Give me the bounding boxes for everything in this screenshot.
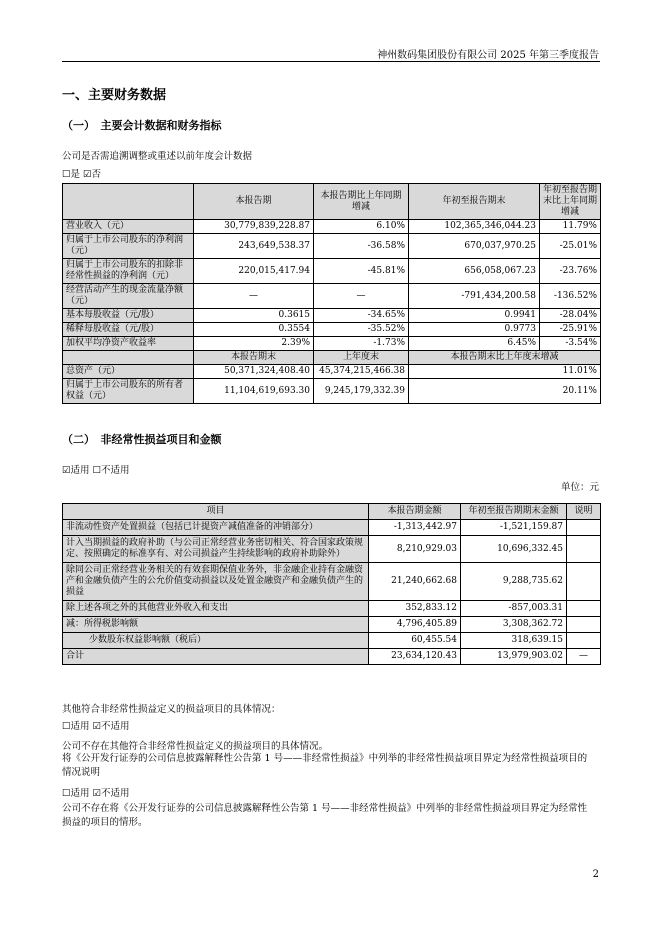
table-row [63,536,601,563]
cell-value: -35.52% [314,323,409,337]
row-label: 基本每股收益（元/股） [63,309,194,323]
cell-value: -1,313,442.97 [369,520,461,536]
retro-question: 公司是否需追溯调整或重述以前年度会计数据 [62,151,253,162]
t2-header-cell: 本报告期金额 [369,504,461,520]
applicable-options-1: ☑适用 ☐不适用 [62,465,130,476]
applicable-options-2: ☐适用 ☑不适用 [62,721,130,732]
t1-header2-cell: 本报告期末 [194,351,314,365]
cell-value: -36.58% [314,234,409,259]
cell-value: 11,104,619,693.30 [194,379,314,404]
cell-value: 352,833.12 [369,601,461,617]
row-label: 减：所得税影响额 [63,617,369,633]
table-row [63,220,601,234]
cell-value: 0.3554 [194,323,314,337]
row-label: 总资产（元） [63,365,194,379]
cell-value: 21,240,662.68 [369,563,461,601]
cell-value: 220,015,417.94 [194,259,314,284]
table-row [63,259,601,284]
row-label: 归属于上市公司股东的所有者权益（元） [63,379,194,404]
table-row [63,284,601,309]
non-recurring-items-table [62,503,601,665]
cell-value: 30,779,839,228.87 [194,220,314,234]
table-row [63,649,601,665]
row-label: 少数股东权益影响额（税后） [63,633,369,649]
table-row [63,234,601,259]
cell-value [567,563,601,601]
row-label: 除同公司正常经营业务相关的有效套期保值业务外，非金融企业持有金融资产和金融负债产生的公允价值变动损益以及处置金融资产和金融负债产生的损益 [63,563,369,601]
cell-value: 50,371,324,408.40 [194,365,314,379]
t1-header2-cell: 本报告期末比上年度末增减 [409,351,601,365]
cell-value: — [194,284,314,309]
cell-value [567,617,601,633]
table-row [63,520,601,536]
table-row [63,617,601,633]
cell-value: -1.73% [314,337,409,351]
row-label: 营业收入（元） [63,220,194,234]
table-row [63,601,601,617]
row-label: 归属于上市公司股东的净利润（元） [63,234,194,259]
cell-value: 6.10% [314,220,409,234]
cell-value: 13,979,903.02 [461,649,567,665]
cell-value: -25.01% [540,234,601,259]
cell-value: -25.91% [540,323,601,337]
explanation-text: 将《公开发行证券的公司信息披露解释性公告第 1 号——非经常性损益》中列举的非经常性损益项目界定为经常性损益项目的情况说明 [62,753,588,778]
final-statement: 公司不存在将《公开发行证券的公司信息披露解释性公告第 1 号——非经常性损益》中列举的非经常性损益项目界定为经常性损益的项目的情形。 [62,803,588,828]
row-label: 合计 [63,649,369,665]
row-label: 稀释每股收益（元/股） [63,323,194,337]
cell-value: -857,003.31 [461,601,567,617]
cell-value: 45,374,215,466.38 [314,365,409,379]
cell-value: -3.54% [540,337,601,351]
financial-indicators-table [62,183,601,404]
cell-value: 6.45% [409,337,540,351]
cell-value: -28.04% [540,309,601,323]
cell-value: 10,696,332.45 [461,536,567,563]
t1-header-cell: 年初至报告期末比上年同期增减 [540,184,601,220]
cell-value: 102,365,346,044.23 [409,220,540,234]
page-header: 神州数码集团股份有限公司 2025 年第三季度报告 [377,50,599,61]
cell-value: — [314,284,409,309]
cell-value: 9,288,735.62 [461,563,567,601]
t2-header-cell: 年初至报告期期末金额 [461,504,567,520]
cell-value [567,601,601,617]
cell-value: 4,796,405.89 [369,617,461,633]
table-row [63,633,601,649]
cell-value: 243,649,538.37 [194,234,314,259]
table-row [63,379,601,404]
table-row [63,323,601,337]
cell-value: 23,634,120.43 [369,649,461,665]
retro-options: ☐是 ☑否 [62,169,102,180]
cell-value: 0.9941 [409,309,540,323]
row-label: 加权平均净资产收益率 [63,337,194,351]
page-number: 2 [592,869,599,880]
unit-label: 单位：元 [560,482,599,493]
cell-value: -23.76% [540,259,601,284]
cell-value [567,633,601,649]
row-label: 归属于上市公司股东的扣除非经常性损益的净利润（元） [63,259,194,284]
row-label: 非流动性资产处置损益（包括已计提资产减值准备的冲销部分） [63,520,369,536]
table-row [63,365,601,379]
t1-header2-cell: 上年度末 [314,351,409,365]
cell-value: 60,455.54 [369,633,461,649]
cell-value: 11.79% [540,220,601,234]
table-row [63,337,601,351]
cell-value: 20.11% [409,379,601,404]
cell-value: 11.01% [409,365,601,379]
cell-value: — [567,649,601,665]
row-label: 经营活动产生的现金流量净额（元） [63,284,194,309]
cell-value: 656,058,067.23 [409,259,540,284]
cell-value: -136.52% [540,284,601,309]
cell-value: 670,037,970.25 [409,234,540,259]
cell-value: 0.9773 [409,323,540,337]
cell-value: -791,434,200.58 [409,284,540,309]
table-row [63,309,601,323]
t1-header-cell [63,184,194,220]
subsection-title-1: （一） 主要会计数据和财务指标 [62,119,222,132]
row-label: 除上述各项之外的其他营业外收入和支出 [63,601,369,617]
cell-value: 8,210,929.03 [369,536,461,563]
t2-header-cell: 说明 [567,504,601,520]
t1-header-cell: 年初至报告期末 [409,184,540,220]
t1-header2-cell [63,351,194,365]
section-title: 一、主要财务数据 [62,88,167,103]
cell-value [567,520,601,536]
cell-value: 3,308,362.72 [461,617,567,633]
other-items-text: 其他符合非经常性损益定义的损益项目的具体情况： [62,704,281,715]
row-label: 计入当期损益的政府补助（与公司正常经营业务密切相关、符合国家政策规定、按照确定的标准享有、对公司损益产生持续影响的政府补助除外） [63,536,369,563]
t2-header-cell: 项目 [63,504,369,520]
cell-value [567,536,601,563]
cell-value: 2.39% [194,337,314,351]
subsection-title-2: （二） 非经常性损益项目和金额 [62,433,222,446]
cell-value: 318,639.15 [461,633,567,649]
applicable-options-3: ☐适用 ☑不适用 [62,788,130,799]
t1-header-cell: 本报告期 [194,184,314,220]
t1-header-cell: 本报告期比上年同期增减 [314,184,409,220]
no-other-items-text: 公司不存在其他符合非经常性损益定义的损益项目的具体情况。 [62,741,329,752]
cell-value: 9,245,179,332.39 [314,379,409,404]
cell-value: 0.3615 [194,309,314,323]
cell-value: -34.65% [314,309,409,323]
cell-value: -45.81% [314,259,409,284]
header-divider [62,61,600,62]
table-row [63,563,601,601]
cell-value: -1,521,159.87 [461,520,567,536]
